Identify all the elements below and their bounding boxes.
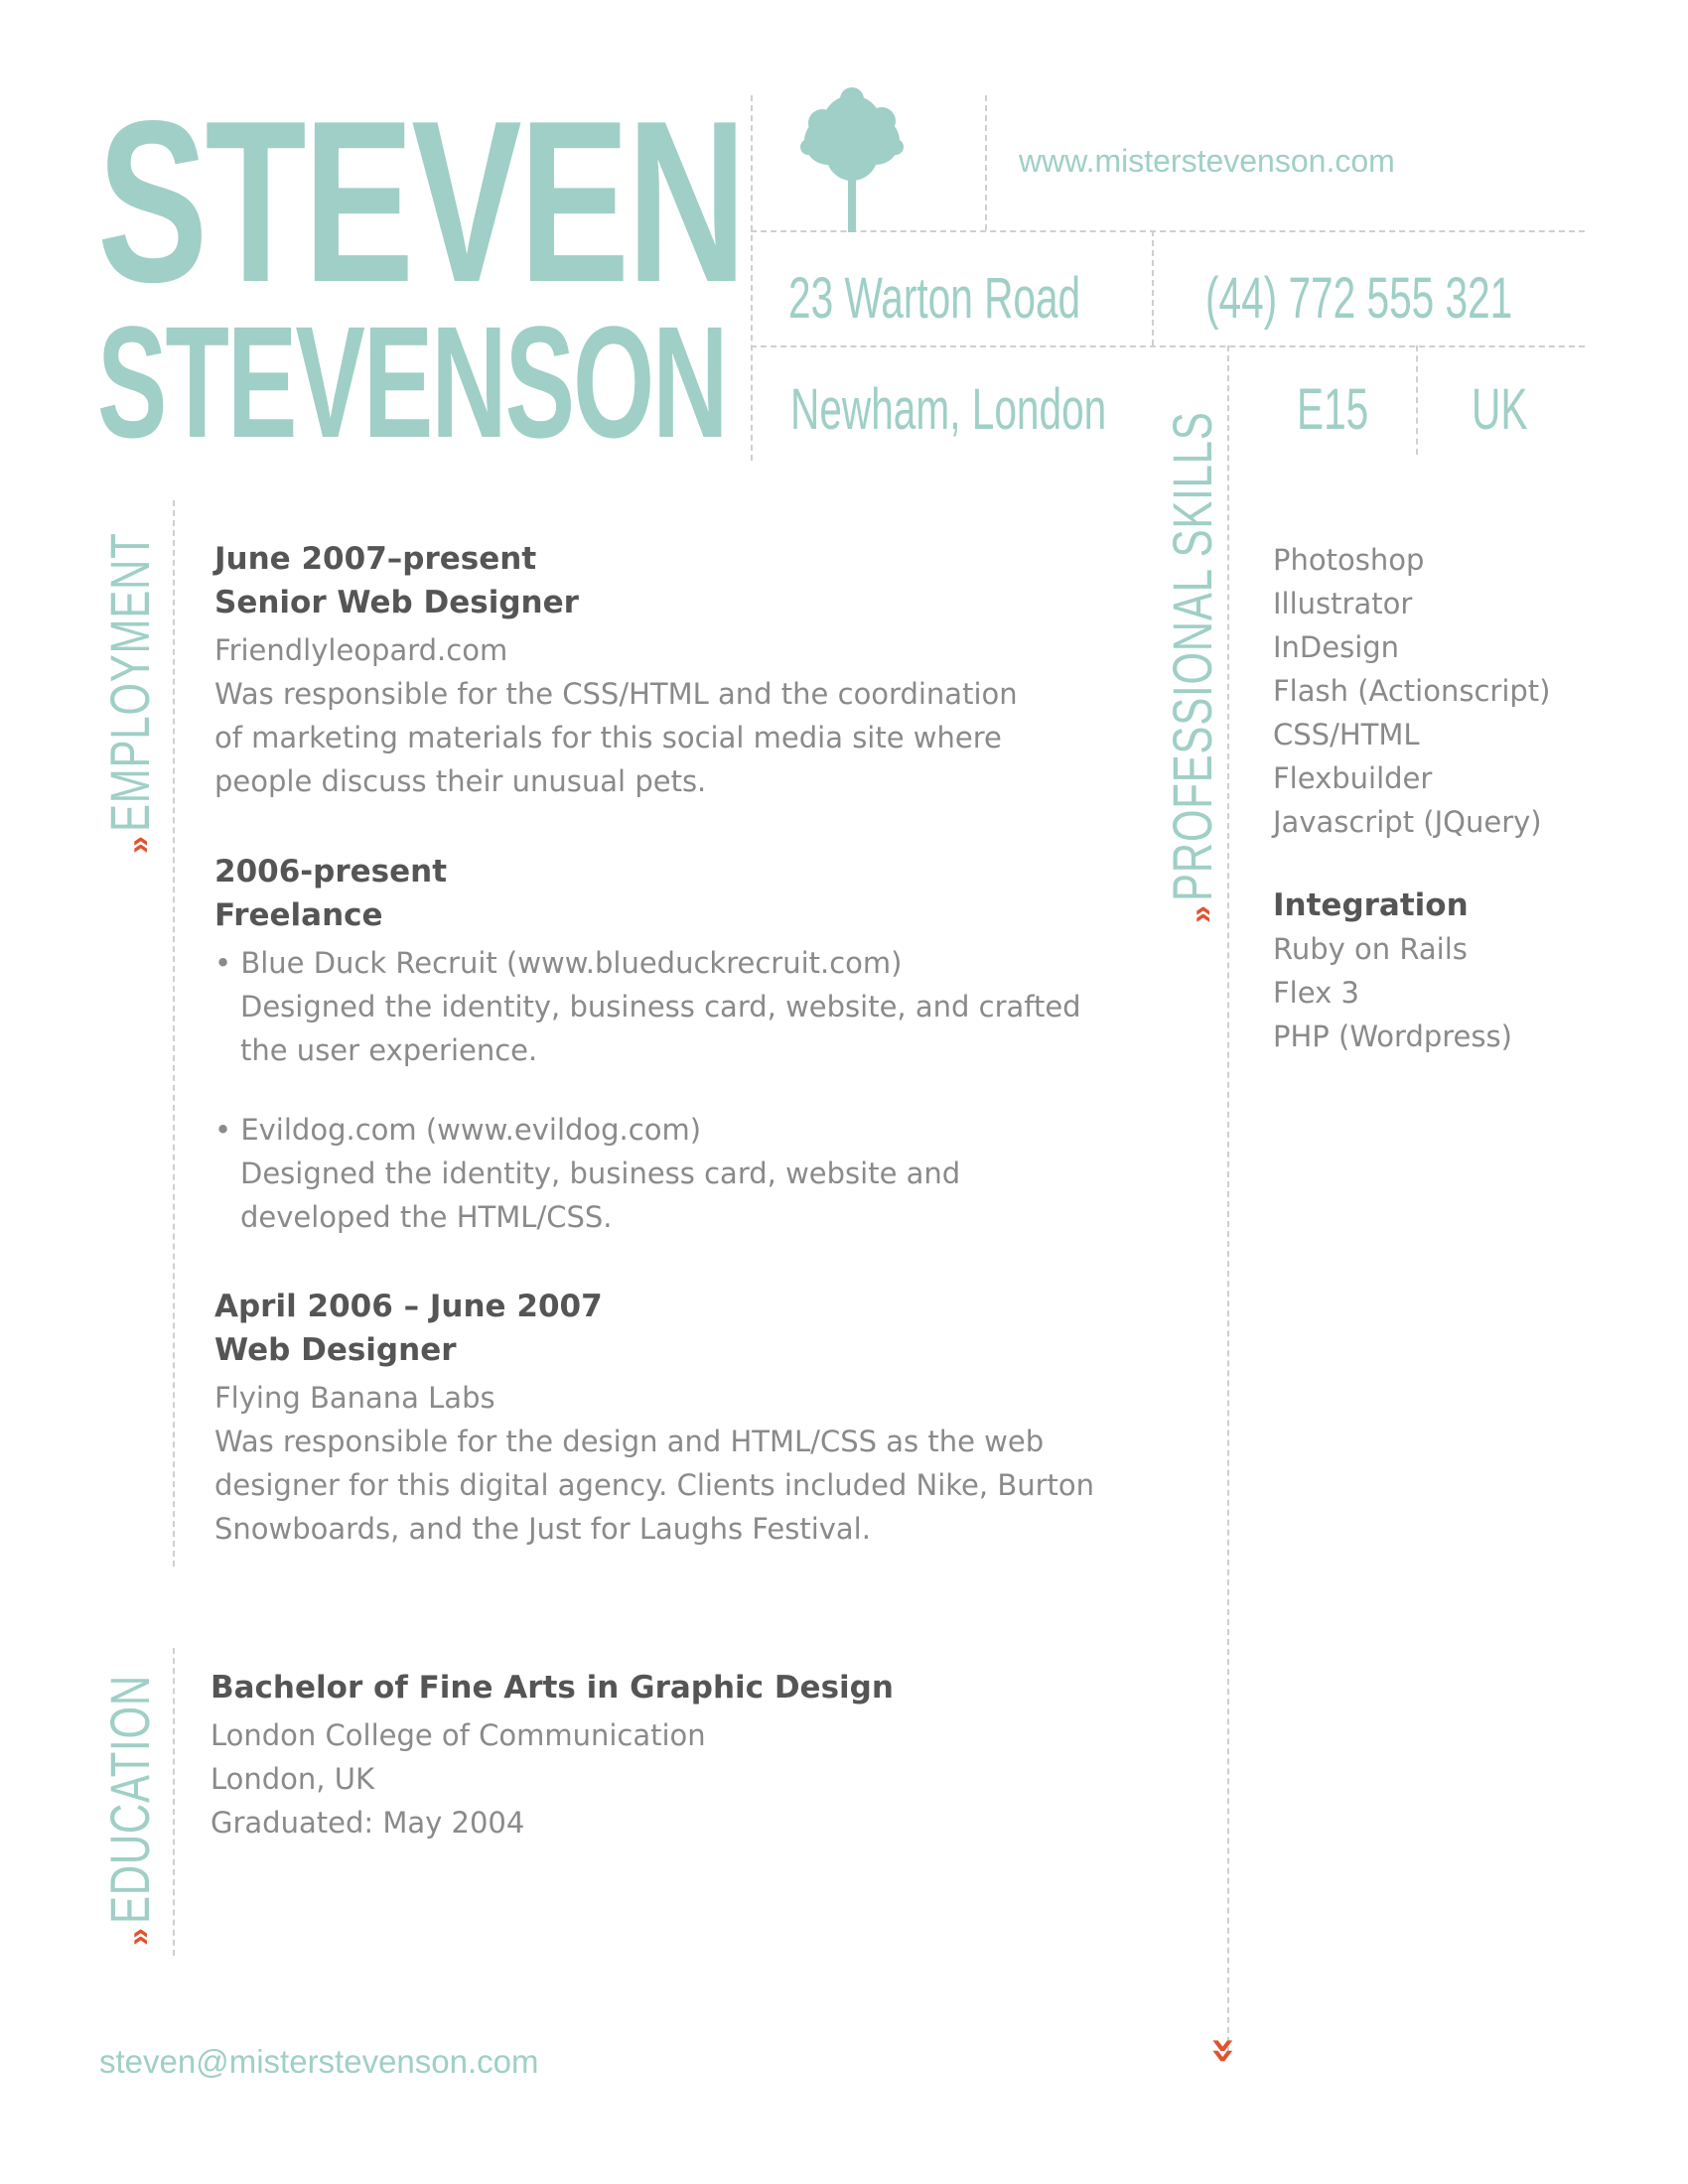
job-company: Friendlyleopard.com: [214, 633, 508, 667]
area-address: Newham, London: [790, 377, 1107, 442]
education-section-label: » EDUCATION: [98, 1674, 161, 1946]
skills-list: [1273, 538, 1650, 1058]
employment-section-label: » EMPLOYMENT: [98, 532, 161, 854]
skill-item: Illustrator: [1273, 587, 1413, 620]
degree: Bachelor of Fine Arts in Graphic Design: [211, 1670, 894, 1706]
integration-item: Flex 3: [1273, 976, 1359, 1010]
website-link[interactable]: www.misterstevenson.com: [1019, 143, 1395, 179]
last-name: STEVENSON: [97, 293, 727, 471]
phone-number: (44) 772 555 321: [1205, 266, 1513, 331]
skill-item: Javascript (JQuery): [1273, 805, 1542, 839]
job-description: Was responsible for the CSS/HTML and the coordination of marketing materials for this social media site where people discuss their unusual pets.: [214, 677, 1018, 798]
chevron-down-icon: »: [1198, 2036, 1250, 2065]
education-entry: [211, 1666, 1164, 1844]
school-location: London, UK: [211, 1762, 374, 1796]
country: UK: [1472, 377, 1528, 442]
graduation-date: Graduated: May 2004: [211, 1806, 525, 1840]
job-title: Freelance: [214, 897, 383, 933]
tree-icon: [794, 85, 910, 234]
integration-title: Integration: [1273, 887, 1469, 923]
chevron-icon: »: [120, 1928, 156, 1946]
first-name: STEVEN: [97, 73, 745, 331]
job-company: Flying Banana Labs: [214, 1381, 495, 1415]
job-title: Senior Web Designer: [214, 585, 579, 620]
job-entry-1: [214, 537, 1168, 803]
job-dates: April 2006 – June 2007: [214, 1289, 603, 1324]
skill-item: Photoshop: [1273, 543, 1425, 577]
freelance-description: Designed the identity, business card, website, and crafted the user experience.: [240, 990, 1081, 1067]
skill-item: CSS/HTML: [1273, 718, 1420, 751]
job-entry-3: [214, 1285, 1168, 1551]
job-entry-2: [214, 850, 1168, 1239]
job-title: Web Designer: [214, 1332, 457, 1368]
integration-item: PHP (Wordpress): [1273, 1020, 1512, 1053]
job-dates: June 2007–present: [214, 541, 537, 577]
postcode: E15: [1297, 377, 1369, 442]
freelance-description: Designed the identity, business card, website and developed the HTML/CSS.: [240, 1157, 961, 1234]
job-dates: 2006-present: [214, 854, 448, 889]
email-link[interactable]: steven@misterstevenson.com: [99, 2043, 539, 2080]
skills-section-label: » PROFESSIONAL SKILLS: [1161, 411, 1223, 923]
skill-item: Flexbuilder: [1273, 761, 1433, 795]
integration-item: Ruby on Rails: [1273, 932, 1468, 966]
job-description: Was responsible for the design and HTML/CSS as the web designer for this digital agency. Clients included Nike, Burton Snowboards, and the Just for Laughs Festival.: [214, 1425, 1095, 1546]
skill-item: Flash (Actionscript): [1273, 674, 1551, 708]
chevron-icon: »: [120, 836, 156, 854]
street-address: 23 Warton Road: [788, 266, 1081, 331]
freelance-client: • Blue Duck Recruit (www.blueduckrecruit.com): [214, 946, 903, 980]
school: London College of Communication: [211, 1718, 706, 1752]
skill-item: InDesign: [1273, 630, 1400, 664]
freelance-client: • Evildog.com (www.evildog.com): [214, 1113, 702, 1147]
chevron-icon: »: [1183, 905, 1218, 923]
